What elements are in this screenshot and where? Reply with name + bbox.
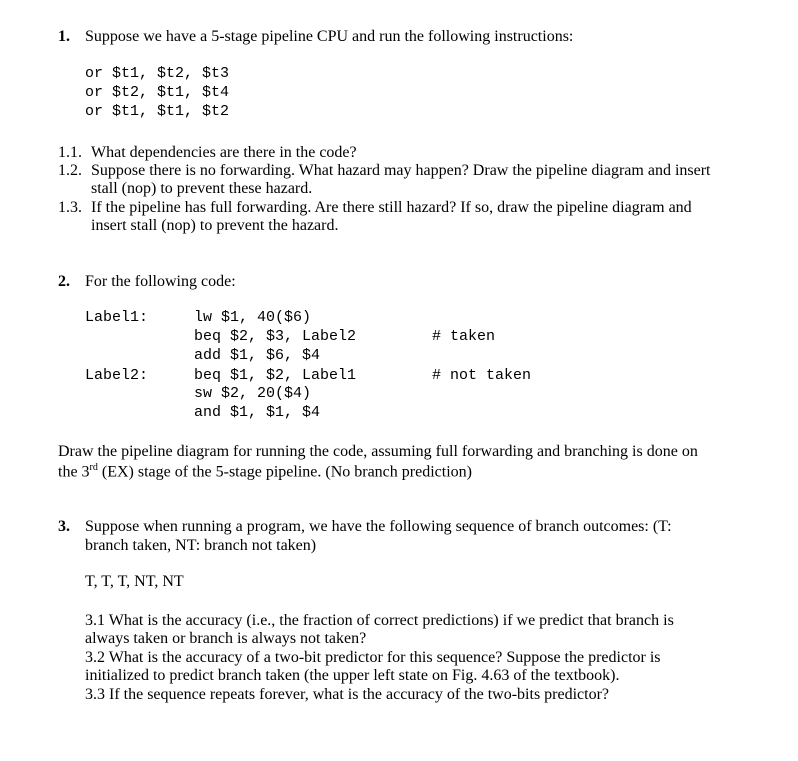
q3-sub-3-1: 3.1 What is the accuracy (i.e., the fraction of correct predictions) if we predict that branch is [85,612,674,629]
q1-sub-number: 1.2. [58,162,82,179]
q3-sub-3-1: always taken or branch is always not taken? [85,630,367,647]
q1-prompt: Suppose we have a 5-stage pipeline CPU and run the following instructions: [85,28,574,45]
q3-prompt: branch taken, NT: branch not taken) [85,537,317,554]
q2-description: Draw the pipeline diagram for running the code, assuming full forwarding and branching is done on [58,443,698,460]
q2-label1: Label1: [85,309,149,326]
q2-description [58,462,472,481]
q1-code-line: or $t1, $t1, $t2 [85,103,230,120]
q1-sub-text: What dependencies are there in the code? [91,144,357,161]
q2-code-line: and $1, $1, $4 [194,404,321,421]
q3-sequence: T, T, T, NT, NT [85,573,184,590]
q2-desc-a: the 3 [58,463,90,481]
q3-number: 3. [58,518,70,535]
q2-number: 2. [58,273,70,290]
q1-code-line: or $t2, $t1, $t4 [85,84,230,101]
q1-sub-text: stall (nop) to prevent these hazard. [91,180,313,197]
q2-code-line: add $1, $6, $4 [194,347,321,364]
q1-code-line: or $t1, $t2, $t3 [85,65,230,82]
q2-prompt: For the following code: [85,273,236,290]
q2-label2: Label2: [85,367,149,384]
q2-code-line: sw $2, 20($4) [194,385,312,402]
q2-comment-not-taken: # not taken [432,367,532,384]
q2-desc-b: (EX) stage of the 5-stage pipeline. (No branch prediction) [97,463,472,481]
q3-sub-3-2: initialized to predict branch taken (the upper left state on Fig. 4.63 of the textbook). [85,667,620,684]
q2-code-line: lw $1, 40($6) [194,309,312,326]
q1-sub-number: 1.1. [58,144,82,161]
q2-code-line: beq $2, $3, Label2 [194,328,357,345]
q3-sub-3-3: 3.3 If the sequence repeats forever, what is the accuracy of the two-bits predictor? [85,686,610,703]
q1-number: 1. [58,28,70,45]
q1-sub-text: If the pipeline has full forwarding. Are there still hazard? If so, draw the pipeline diagram and [91,199,692,216]
q1-sub-number: 1.3. [58,199,82,216]
q1-sub-text: Suppose there is no forwarding. What hazard may happen? Draw the pipeline diagram and insert [91,162,711,179]
q3-sub-3-2: 3.2 What is the accuracy of a two-bit predictor for this sequence? Suppose the predictor is [85,649,661,666]
q2-desc-sup: rd [89,462,98,473]
q2-comment-taken: # taken [432,328,496,345]
q2-code-line: beq $1, $2, Label1 [194,367,357,384]
q1-sub-text: insert stall (nop) to prevent the hazard. [91,217,339,234]
q3-prompt: Suppose when running a program, we have the following sequence of branch outcomes: (T: [85,518,672,535]
